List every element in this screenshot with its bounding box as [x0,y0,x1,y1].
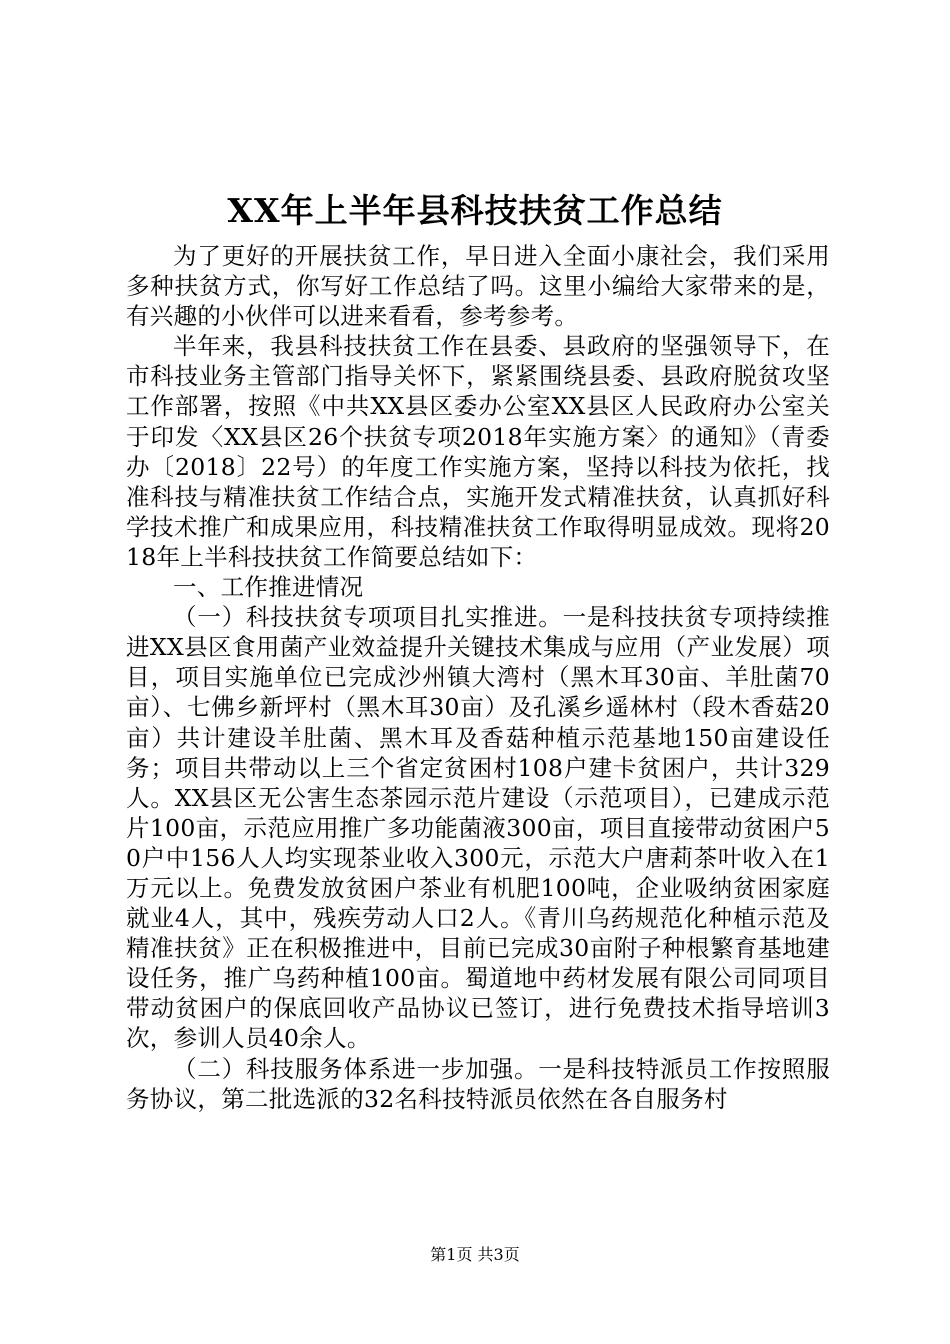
section-1-paragraph: （一）科技扶贫专项项目扎实推进。一是科技扶贫专项持续推进XX县区食用菌产业效益提升关键技术集成与应用（产业发展）项目，项目实施单位已完成沙州镇大湾村（黑木耳30亩、羊肚菌70亩）、七佛乡新坪村（黑木耳30亩）及孔溪乡遥林村（段木香菇20亩）共计建设羊肚菌、黑木耳及香菇种植示范基地150亩建设任务；项目共带动以上三个省定贫困村108户建卡贫困户，共计329人。XX县区无公害生态茶园示范片建设（示范项目），已建成示范片100亩，示范应用推广多功能菌液300亩，项目直接带动贫困户50户中156人人均实现茶业收入300元，示范大户唐莉茶叶收入在1万元以上。免费发放贫困户茶业有机肥100吨，企业吸纳贫困家庭就业4人，其中，残疾劳动人口2人。《青川乌药规范化种植示范及精准扶贫》正在积极推进中，目前已完成30亩附子种根繁育基地建设任务，推广乌药种植100亩。蜀道地中药材发展有限公司同项目带动贫困户的保底回收产品协议已签订，进行免费技术指导培训3次，参训人员40余人。 [126,603,830,1053]
overview-paragraph: 半年来，我县科技扶贫工作在县委、县政府的坚强领导下，在市科技业务主管部门指导关怀下，紧紧围绕县委、县政府脱贫攻坚工作部署，按照《中共XX县区委办公室XX县区人民政府办公室关于印发〈XX县区26个扶贫专项2018年实施方案〉的通知》（青委办〔2018〕22号）的年度工作实施方案，坚持以科技为依托，找准科技与精准扶贫工作结合点，实施开发式精准扶贫，认真抓好科学技术推广和成果应用，科技精准扶贫工作取得明显成效。现将2018年上半科技扶贫工作简要总结如下： [126,332,830,571]
section-2-paragraph: （二）科技服务体系进一步加强。一是科技特派员工作按照服务协议，第二批选派的32名科技特派员依然在各自服务村 [126,1054,830,1113]
page-number-footer: 第1页 共3页 [430,1245,520,1264]
document-title: XX年上半年县科技扶贫工作总结 [227,191,723,230]
section-heading: 一、工作推进情况 [173,573,364,602]
document-body [126,241,830,1114]
intro-paragraph: 为了更好的开展扶贫工作，早日进入全面小康社会，我们采用多种扶贫方式，你写好工作总结了吗。这里小编给大家带来的是，有兴趣的小伙伴可以进来看看，参考参考。 [126,242,830,331]
